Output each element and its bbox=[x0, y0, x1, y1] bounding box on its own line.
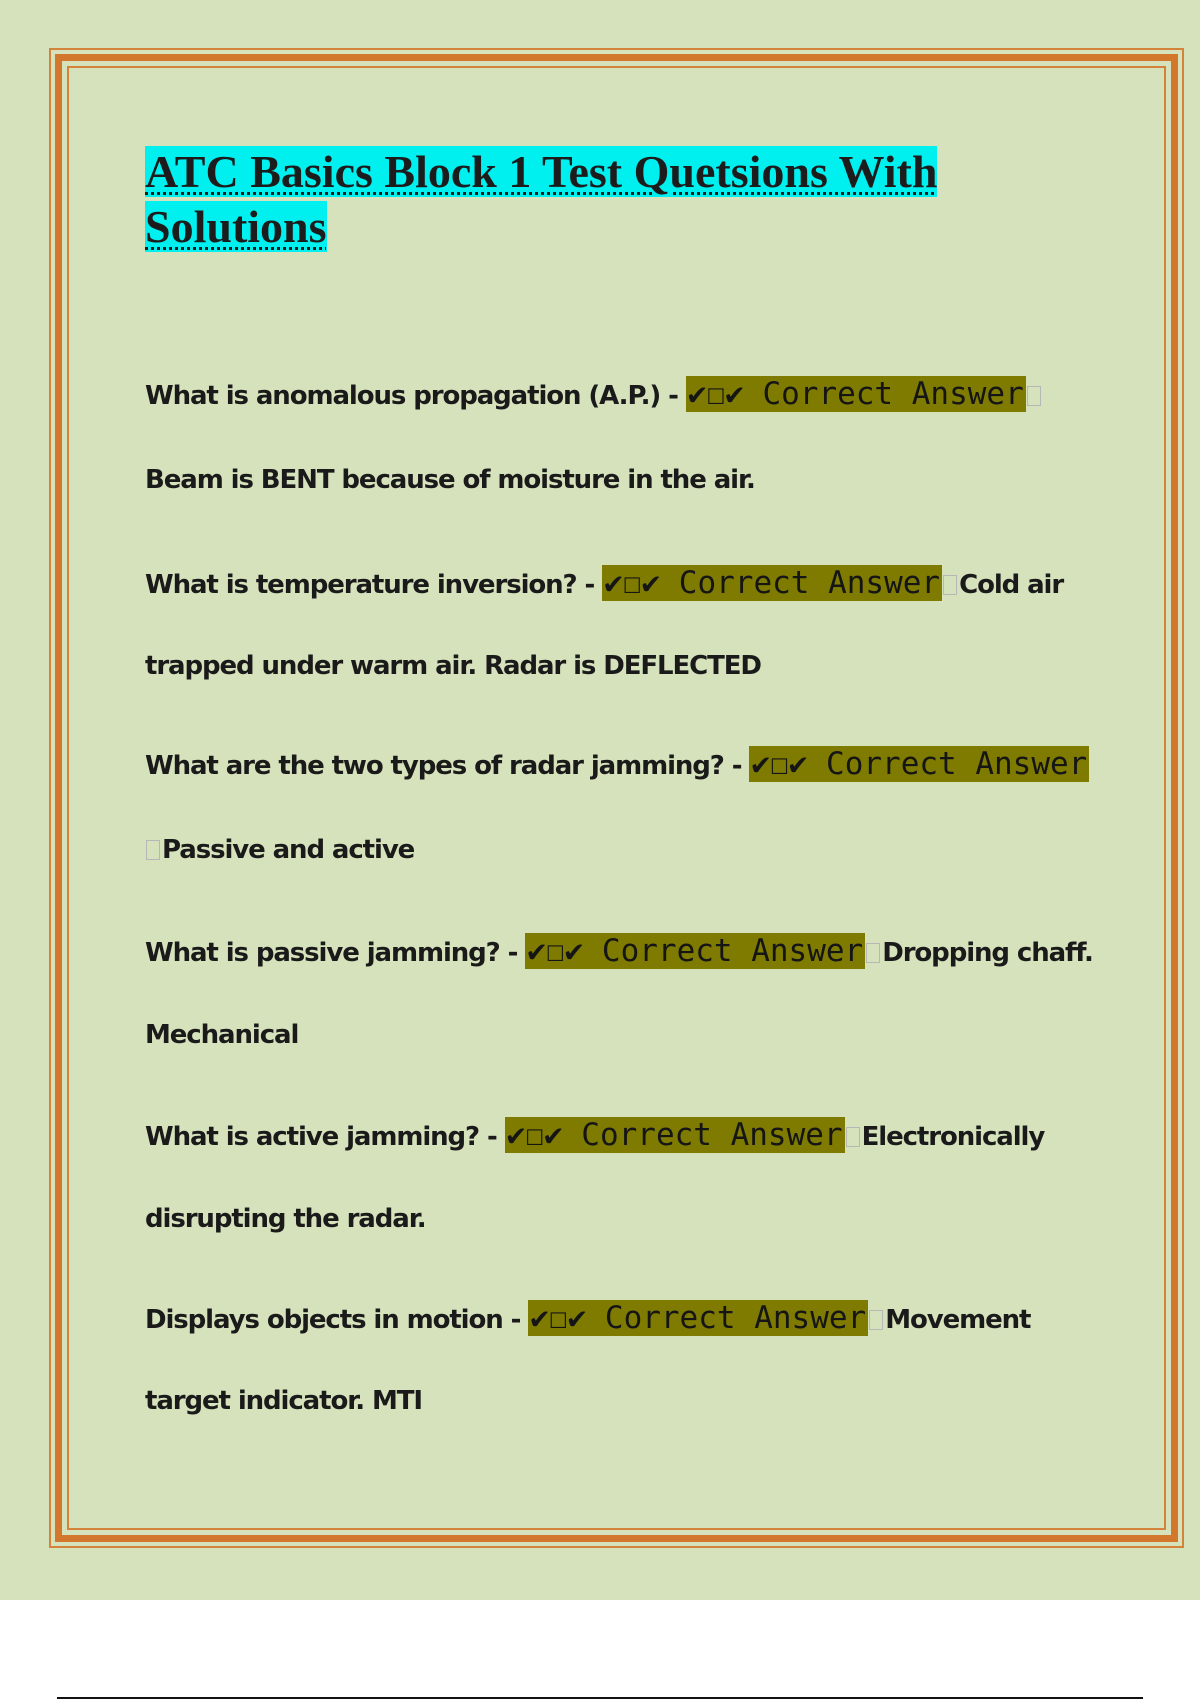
answer-text: Movement target indicator. MTI bbox=[145, 1305, 1031, 1416]
footer-rule bbox=[57, 1697, 1143, 1699]
answer-text: Beam is BENT because of moisture in the air. bbox=[145, 465, 755, 495]
correct-answer-marker: ✔☐✔ Correct Answer bbox=[506, 1117, 843, 1153]
question-text: What is passive jamming? - bbox=[145, 938, 526, 968]
correct-answer-marker: ✔☐✔ Correct Answer bbox=[527, 933, 864, 969]
document-title-text: ATC Basics Block 1 Test Quetsions With Solutions bbox=[145, 146, 938, 252]
answer-text: Passive and active bbox=[162, 835, 415, 865]
separator-box-icon bbox=[943, 575, 957, 595]
question-text: What are the two types of radar jamming? - bbox=[145, 751, 750, 781]
correct-answer-marker: ✔☐✔ Correct Answer bbox=[530, 1300, 867, 1336]
qa-item bbox=[145, 910, 1095, 1076]
answer-text: Dropping chaff. Mechanical bbox=[145, 938, 1093, 1050]
document-title bbox=[145, 144, 1025, 254]
qa-item bbox=[145, 1094, 1095, 1260]
qa-item bbox=[145, 352, 1095, 522]
qa-item bbox=[145, 722, 1095, 892]
question-text: What is anomalous propagation (A.P.) - bbox=[145, 381, 686, 411]
separator-box-icon bbox=[866, 943, 880, 963]
answer-text: Cold air trapped under warm air. Radar is DEFLECTED bbox=[145, 570, 1064, 681]
separator-box-icon bbox=[846, 1127, 860, 1147]
correct-answer-marker: ✔☐✔ Correct Answer bbox=[604, 565, 941, 601]
separator-box-icon bbox=[869, 1310, 883, 1330]
question-text: Displays objects in motion - bbox=[145, 1305, 529, 1335]
question-text: What is active jamming? - bbox=[145, 1122, 505, 1152]
qa-item bbox=[145, 1278, 1095, 1442]
qa-item bbox=[145, 543, 1095, 707]
correct-answer-marker: ✔☐✔ Correct Answer bbox=[687, 376, 1024, 412]
separator-box-icon bbox=[1027, 386, 1041, 406]
separator-box-icon bbox=[146, 840, 160, 860]
answer-text: Electronically disrupting the radar. bbox=[145, 1122, 1045, 1234]
correct-answer-marker: ✔☐✔ Correct Answer bbox=[751, 746, 1088, 782]
question-text: What is temperature inversion? - bbox=[145, 570, 603, 600]
